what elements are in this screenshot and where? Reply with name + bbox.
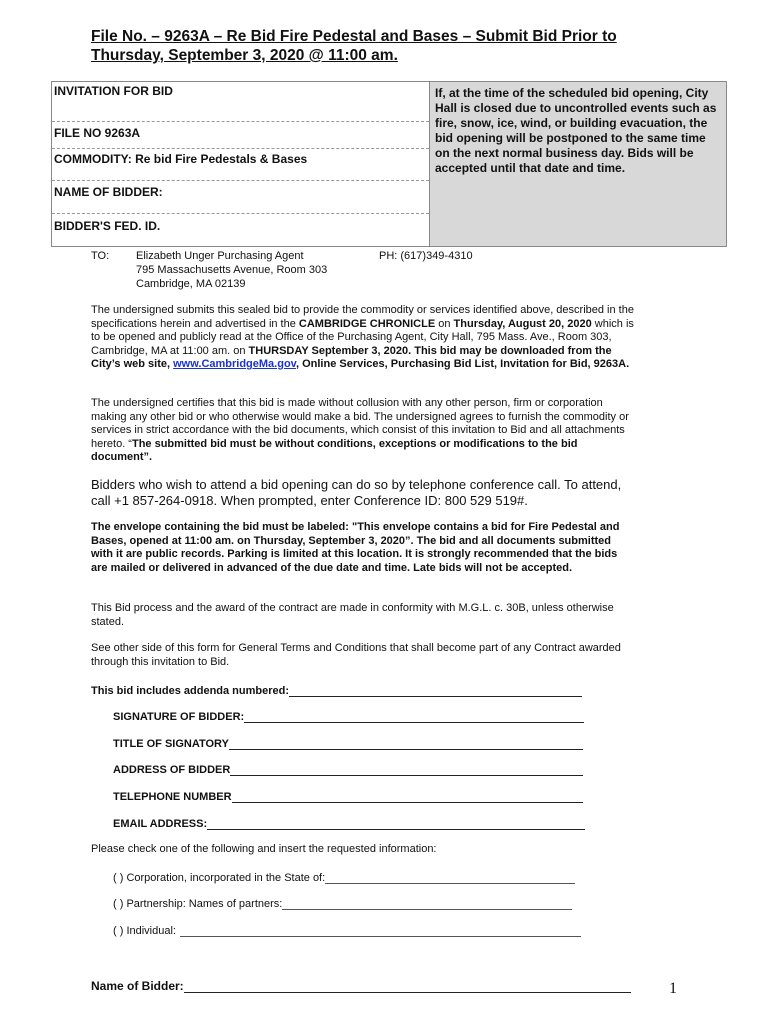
- document-title: File No. – 9263A – Re Bid Fire Pedestal and Bases – Submit Bid Prior to Thursday, September 3, 2020 @ 11:00 am.: [91, 28, 617, 64]
- corporation-option[interactable]: ( ) Corporation, incorporated in the State of:: [113, 870, 575, 884]
- website-link[interactable]: www.CambridgeMa.gov: [173, 358, 296, 370]
- address-field[interactable]: ADDRESS OF BIDDER: [113, 762, 583, 776]
- mgl-paragraph: This Bid process and the award of the contract are made in conformity with M.G.L. c. 30B, unless otherwise stated.: [91, 602, 614, 628]
- fed-id-field[interactable]: BIDDER'S FED. ID.: [54, 219, 161, 233]
- page-number: 1: [669, 980, 677, 997]
- conference-paragraph: Bidders who wish to attend a bid opening can do so by telephone conference call. To attend, call +1 857-264-0918. When prompted, enter Conference ID: 800 529 519#.: [91, 477, 622, 508]
- phone-number: PH: (617)349-4310: [379, 250, 473, 262]
- file-no-label: FILE NO 9263A: [52, 122, 429, 149]
- submission-paragraph: The undersigned submits this sealed bid to provide the commodity or services identified above, described in the specifications herein and advertised in the CAMBRIDGE CHRONICLE on Thursday, August 20, 2020 which is to be opened and publicly read at the Office of the Purchasing Agent, City Hall, 795 Mass. Ave., Room 303, Cambridge, MA at 11:00 am. on THURSDAY September 3, 2020. This bid may be downloaded from the City’s web site, www.CambridgeMa.gov, Online Services, Purchasing Bid List, Invitation for Bid, 9263A.: [91, 304, 634, 370]
- closure-notice: If, at the time of the scheduled bid opening, City Hall is closed due to uncontrolled events such as fire, snow, ice, wind, or building evacuation, the bid opening will be postponed to the same time on the next normal business day. Bids will be accepted until that date and time.: [430, 82, 726, 246]
- check-instructions: Please check one of the following and insert the requested information:: [91, 843, 437, 855]
- address-line: Cambridge, MA 02139: [136, 278, 246, 290]
- bid-info-box: [51, 81, 727, 247]
- to-label: TO:: [91, 250, 110, 262]
- address-line: Elizabeth Unger Purchasing Agent: [136, 250, 304, 262]
- address-line: 795 Massachusetts Avenue, Room 303: [136, 264, 328, 276]
- signature-field[interactable]: SIGNATURE OF BIDDER:: [113, 709, 584, 723]
- telephone-field[interactable]: TELEPHONE NUMBER: [113, 789, 583, 803]
- commodity-label: COMMODITY: Re bid Fire Pedestals & Bases: [52, 149, 429, 181]
- partnership-option[interactable]: ( ) Partnership: Names of partners:: [113, 896, 572, 910]
- addenda-field[interactable]: This bid includes addenda numbered:: [91, 683, 582, 697]
- certification-paragraph: The undersigned certifies that this bid is made without collusion with any other person, firm or corporation making any other bid or who otherwise would make a bid. The undersigned agrees to furnish the commodity or services in strict accordance with the bid documents, which consist of this invitation to Bid and all attachments hereto. “The submitted bid must be without conditions, exceptions or modifications to the bid document”.: [91, 397, 629, 463]
- individual-option[interactable]: ( ) Individual:: [113, 923, 581, 937]
- terms-paragraph: See other side of this form for General Terms and Conditions that shall become part of any Contract awarded through this invitation to Bid.: [91, 642, 621, 668]
- envelope-paragraph: The envelope containing the bid must be labeled: "This envelope contains a bid for Fire Pedestal and Bases, opened at 11:00 am. on Thursday, September 3, 2020”. The bid and all documents submitted with it are public records. Parking is limited at this location. It is strongly recommended that the bids are mailed or delivered in advanced of the due date and time. Late bids will not be accepted.: [91, 521, 620, 574]
- invitation-label: INVITATION FOR BID: [52, 82, 429, 122]
- bid-info-fields: [52, 82, 430, 246]
- email-field[interactable]: EMAIL ADDRESS:: [113, 816, 585, 830]
- recipient-address: [136, 249, 327, 291]
- bidder-name-field[interactable]: NAME OF BIDDER:: [52, 181, 429, 214]
- title-field[interactable]: TITLE OF SIGNATORY: [113, 736, 583, 750]
- name-of-bidder-field[interactable]: Name of Bidder:: [91, 977, 631, 993]
